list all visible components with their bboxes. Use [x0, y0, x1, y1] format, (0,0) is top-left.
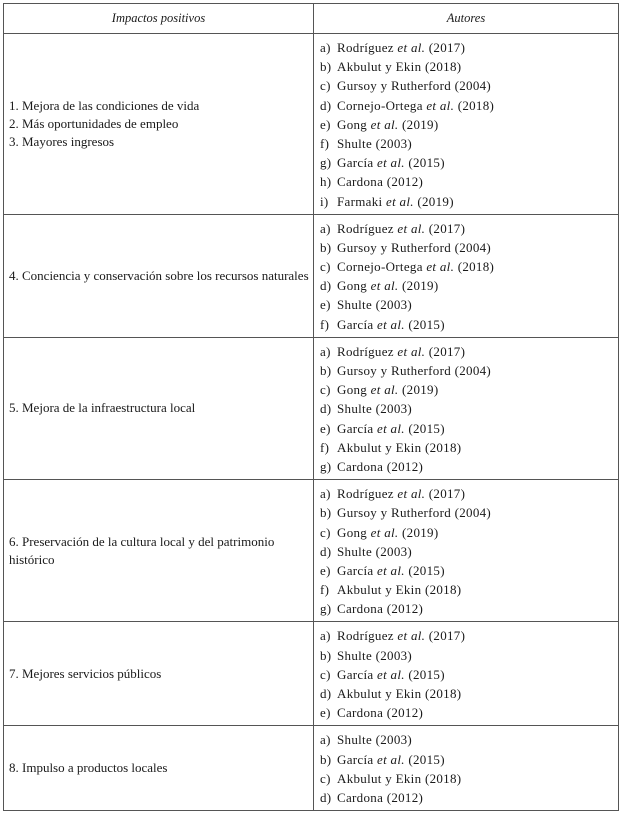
- author-year: (2004): [454, 363, 492, 378]
- author-letter: a): [320, 220, 331, 236]
- authors-cell: [314, 622, 619, 726]
- author-item: [320, 503, 618, 522]
- author-year: (2012): [386, 458, 424, 474]
- author-year: (2017): [428, 486, 466, 502]
- author-year: (2017): [428, 628, 466, 644]
- impact-cell: [4, 34, 314, 215]
- author-etal: et al.: [377, 562, 405, 578]
- author-name: García: [337, 316, 374, 332]
- author-item: [320, 219, 618, 238]
- author-etal: et al.: [370, 278, 399, 294]
- author-year: (2012): [386, 601, 424, 617]
- author-item: [320, 342, 618, 361]
- author-etal: et al.: [397, 40, 426, 55]
- author-etal: et al.: [397, 486, 426, 502]
- author-letter: e): [320, 562, 331, 578]
- author-letter: e): [320, 705, 331, 721]
- author-name: Gong: [337, 382, 368, 398]
- author-year: (2015): [408, 751, 445, 767]
- author-year: (2015): [408, 666, 445, 682]
- author-letter: d): [320, 543, 332, 559]
- author-name: Gursoy y Rutherford: [337, 78, 452, 94]
- author-letter: b): [320, 239, 332, 255]
- author-letter: g): [320, 601, 332, 617]
- author-item: [320, 438, 618, 457]
- author-letter: a): [320, 343, 331, 359]
- table-row: [4, 726, 619, 811]
- impact-cell: [4, 726, 314, 811]
- author-letter: a): [320, 732, 331, 748]
- authors-cell: [314, 214, 619, 337]
- author-year: (2003): [375, 543, 413, 559]
- author-name: Shulte: [337, 647, 373, 663]
- author-item: [320, 457, 618, 476]
- author-name: Akbulut y Ekin: [337, 770, 422, 786]
- author-name: Akbulut y Ekin: [337, 582, 422, 598]
- author-item: [320, 257, 618, 276]
- author-item: [320, 730, 618, 749]
- author-name: García: [337, 562, 374, 578]
- author-year: (2019): [402, 524, 439, 540]
- author-year: (2004): [454, 239, 492, 255]
- author-name: García: [337, 666, 374, 682]
- author-item: [320, 665, 618, 684]
- author-name: Shulte: [337, 401, 373, 417]
- author-year: (2012): [386, 789, 424, 805]
- author-name: Rodríguez: [337, 486, 394, 502]
- author-year: (2019): [402, 116, 439, 132]
- table-row: [4, 34, 619, 215]
- author-letter: e): [320, 116, 331, 132]
- author-letter: f): [320, 316, 330, 332]
- author-item: [320, 380, 618, 399]
- author-item: [320, 295, 618, 314]
- table-row: [4, 337, 619, 479]
- author-etal: et al.: [370, 116, 399, 132]
- author-name: Gursoy y Rutherford: [337, 505, 452, 521]
- author-letter: a): [320, 628, 331, 644]
- author-item: [320, 523, 618, 542]
- author-year: (2018): [424, 582, 462, 598]
- author-item: [320, 76, 618, 95]
- author-year: (2012): [386, 174, 424, 190]
- author-item: [320, 684, 618, 703]
- author-year: (2003): [375, 297, 413, 313]
- author-item: [320, 599, 618, 618]
- author-item: [320, 172, 618, 191]
- author-etal: et al.: [370, 382, 399, 398]
- author-year: (2003): [375, 135, 413, 151]
- author-item: [320, 419, 618, 438]
- author-item: [320, 561, 618, 580]
- author-name: García: [337, 155, 374, 171]
- author-name: Farmaki: [337, 193, 383, 209]
- author-name: Gong: [337, 116, 368, 132]
- author-item: [320, 626, 618, 645]
- author-year: (2018): [424, 439, 462, 455]
- impact-item: 6. Preservación de la cultura local y del patrimonio histórico: [9, 533, 275, 567]
- author-letter: f): [320, 135, 330, 151]
- author-letter: d): [320, 789, 332, 805]
- author-year: (2018): [424, 686, 462, 701]
- impact-cell: [4, 480, 314, 622]
- author-letter: d): [320, 97, 332, 113]
- author-year: (2019): [417, 193, 454, 209]
- author-letter: e): [320, 297, 331, 313]
- author-item: [320, 646, 618, 665]
- author-letter: b): [320, 647, 332, 663]
- impact-item: 7. Mejores servicios públicos: [9, 665, 162, 681]
- impacts-table: [3, 3, 619, 811]
- author-name: Gursoy y Rutherford: [337, 239, 452, 255]
- author-item: [320, 769, 618, 788]
- author-year: (2003): [375, 647, 413, 663]
- authors-cell: [314, 337, 619, 479]
- impact-item: 8. Impulso a productos locales: [9, 760, 168, 776]
- author-name: Cardona: [337, 601, 384, 617]
- author-name: Shulte: [337, 297, 373, 313]
- author-year: (2018): [457, 97, 495, 113]
- author-letter: b): [320, 59, 332, 75]
- author-year: (2015): [408, 316, 445, 332]
- author-letter: d): [320, 278, 332, 294]
- author-name: Gong: [337, 278, 368, 294]
- impact-cell: [4, 337, 314, 479]
- author-letter: h): [320, 174, 332, 190]
- author-year: (2017): [428, 343, 466, 359]
- author-year: (2015): [408, 420, 445, 436]
- authors-cell: [314, 726, 619, 811]
- author-year: (2017): [428, 220, 466, 236]
- author-item: [320, 315, 618, 334]
- author-etal: et al.: [370, 524, 399, 540]
- author-name: Shulte: [337, 732, 373, 748]
- author-item: [320, 399, 618, 418]
- author-year: (2012): [386, 705, 424, 721]
- author-letter: i): [320, 193, 329, 209]
- author-letter: g): [320, 155, 332, 171]
- impact-item: 4. Conciencia y conservación sobre los recursos naturales: [9, 267, 309, 283]
- author-item: [320, 115, 618, 134]
- author-etal: et al.: [397, 343, 426, 359]
- author-letter: f): [320, 582, 330, 598]
- author-etal: et al.: [397, 220, 426, 236]
- author-name: Cardona: [337, 789, 384, 805]
- impact-item: 2. Más oportunidades de empleo: [9, 115, 179, 131]
- author-letter: c): [320, 382, 331, 398]
- author-year: (2019): [402, 382, 439, 398]
- author-name: Shulte: [337, 135, 373, 151]
- author-letter: a): [320, 486, 331, 502]
- table-body: [4, 34, 619, 811]
- author-year: (2015): [408, 155, 445, 171]
- author-item: [320, 750, 618, 769]
- table-header-row: [4, 4, 619, 34]
- author-name: Rodríguez: [337, 220, 394, 236]
- author-letter: b): [320, 751, 332, 767]
- author-year: (2004): [454, 78, 492, 94]
- column-header-authors: Autores: [314, 4, 619, 34]
- author-name: Rodríguez: [337, 628, 394, 644]
- author-item: [320, 192, 618, 211]
- author-name: Shulte: [337, 543, 373, 559]
- author-item: [320, 134, 618, 153]
- author-item: [320, 153, 618, 172]
- author-letter: b): [320, 363, 332, 378]
- impact-cell: [4, 622, 314, 726]
- author-name: Cornejo-Ortega: [337, 259, 423, 275]
- author-name: Cornejo-Ortega: [337, 97, 423, 113]
- author-name: Cardona: [337, 458, 384, 474]
- author-year: (2018): [424, 59, 462, 75]
- authors-cell: [314, 480, 619, 622]
- column-header-impacts: Impactos positivos: [4, 4, 314, 34]
- author-etal: et al.: [377, 751, 405, 767]
- author-item: [320, 96, 618, 115]
- author-name: Akbulut y Ekin: [337, 686, 422, 701]
- author-year: (2015): [408, 562, 445, 578]
- author-letter: d): [320, 686, 332, 701]
- author-item: [320, 38, 618, 57]
- author-item: [320, 788, 618, 807]
- author-letter: c): [320, 259, 331, 275]
- author-etal: et al.: [377, 155, 405, 171]
- author-name: Cardona: [337, 705, 384, 721]
- author-name: Gursoy y Rutherford: [337, 363, 452, 378]
- author-name: García: [337, 751, 374, 767]
- author-name: García: [337, 420, 374, 436]
- author-letter: f): [320, 439, 330, 455]
- author-etal: et al.: [377, 316, 405, 332]
- author-letter: a): [320, 40, 331, 55]
- author-year: (2017): [428, 40, 466, 55]
- author-item: [320, 57, 618, 76]
- author-item: [320, 484, 618, 503]
- author-etal: et al.: [386, 193, 414, 209]
- author-year: (2003): [375, 401, 413, 417]
- author-name: Akbulut y Ekin: [337, 59, 422, 75]
- impact-item: 3. Mayores ingresos: [9, 133, 115, 149]
- impact-item: 5. Mejora de la infraestructura local: [9, 400, 196, 416]
- author-etal: et al.: [426, 97, 455, 113]
- author-item: [320, 238, 618, 257]
- author-item: [320, 276, 618, 295]
- table-row: [4, 480, 619, 622]
- author-etal: et al.: [397, 628, 426, 644]
- author-item: [320, 542, 618, 561]
- table-row: [4, 214, 619, 337]
- author-letter: e): [320, 420, 331, 436]
- author-item: [320, 580, 618, 599]
- impact-item: 1. Mejora de las condiciones de vida: [9, 97, 200, 113]
- author-item: [320, 361, 618, 380]
- author-year: (2004): [454, 505, 492, 521]
- author-year: (2018): [424, 770, 462, 786]
- author-letter: c): [320, 770, 331, 786]
- author-letter: d): [320, 401, 332, 417]
- author-year: (2003): [375, 732, 413, 748]
- table-row: [4, 622, 619, 726]
- author-etal: et al.: [426, 259, 455, 275]
- author-etal: et al.: [377, 420, 405, 436]
- author-name: Akbulut y Ekin: [337, 439, 422, 455]
- author-letter: g): [320, 458, 332, 474]
- author-letter: c): [320, 524, 331, 540]
- authors-cell: [314, 34, 619, 215]
- author-year: (2018): [457, 259, 495, 275]
- author-name: Gong: [337, 524, 368, 540]
- author-letter: c): [320, 78, 331, 94]
- impact-cell: [4, 214, 314, 337]
- author-letter: c): [320, 666, 331, 682]
- author-year: (2019): [402, 278, 439, 294]
- author-letter: b): [320, 505, 332, 521]
- author-name: Rodríguez: [337, 343, 394, 359]
- author-item: [320, 703, 618, 722]
- author-name: Cardona: [337, 174, 384, 190]
- author-name: Rodríguez: [337, 40, 394, 55]
- author-etal: et al.: [377, 666, 405, 682]
